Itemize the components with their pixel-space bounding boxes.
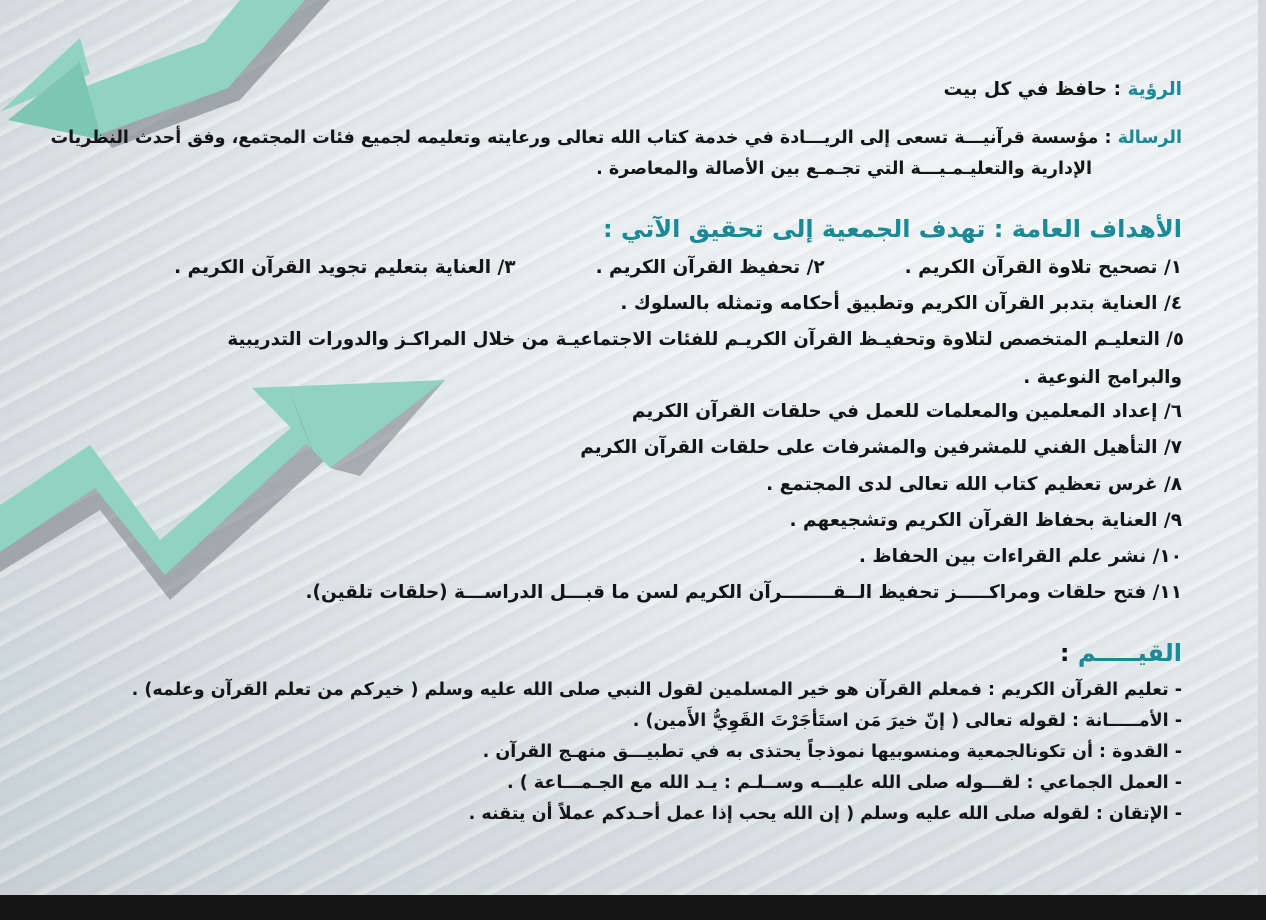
goals-heading-label: الأهداف العامة (1011, 215, 1182, 243)
mission-text-1: : مؤسسة قرآنيـــة تسعى إلى الريـــادة في خدمة كتاب الله تعالى ورعايته وتعليمه لجميع فئات المجتمع، وفق أحدث النظريات (50, 128, 1112, 148)
goal-item: ٣/ العناية بتعليم تجويد القرآن الكريم . (174, 257, 516, 278)
value-item: - تعليم القرآن الكريم : فمعلم القرآن هو خير المسلمين لقول النبي صلى الله عليه وسلم ( خيركم من تعلم القرآن وعلمه) . (131, 680, 1182, 700)
goal-item: ٩/ العناية بحفاظ القرآن الكريم وتشجيعهم . (789, 510, 1182, 531)
goal-item: ١/ تصحيح تلاوة القرآن الكريم . (904, 257, 1182, 278)
goal-item: ٨/ غرس تعظيم كتاب الله تعالى لدى المجتمع . (766, 474, 1182, 495)
vision-line (944, 78, 1182, 102)
goal-item: ٤/ العناية بتدبر القرآن الكريم وتطبيق أحكامه وتمثله بالسلوك . (620, 293, 1182, 314)
page-right-edge (1258, 0, 1266, 920)
goal-item: ٥/ التعليـم المتخصص لتلاوة وتحفيـظ القرآن الكريـم للفئات الاجتماعيـة من خلال المراكـز والدورات التدريبية (227, 329, 1184, 350)
goals-heading-rest: : تهدف الجمعية إلى تحقيق الآتي : (602, 215, 1004, 243)
bottom-zigzag-arrow (0, 380, 445, 600)
goal-item: ٦/ إعداد المعلمين والمعلمات للعمل في حلقات القرآن الكريم (631, 401, 1182, 422)
value-item: - الأمـــــانة : لقوله تعالى ( إنّ خيرَ مَن استَأجَرْتَ القَوِيُّ الأَمين) . (632, 711, 1182, 731)
value-item: - القدوة : أن تكونالجمعية ومنسوبيها نموذجاً يحتذى به في تطبيـــق منهـج القرآن . (482, 742, 1182, 762)
values-heading (1060, 638, 1182, 668)
value-item: - العمل الجماعي : لقـــوله صلى الله عليـــه وســلـم : يـد الله مع الجـمـــاعة ) . (506, 773, 1182, 793)
mission-line-2: الإدارية والتعليـمـيـــة التي تجـمـع بين الأصالة والمعاصرة . (596, 159, 1092, 179)
mission-line-1 (51, 126, 1182, 150)
value-item: - الإتقان : لقوله صلى الله عليه وسلم ( إن الله يحب إذا عمل أحـدكم عملاً أن يتقنه . (468, 804, 1182, 824)
mission-label: الرسالة (1117, 128, 1182, 148)
vision-label: الرؤية (1127, 79, 1182, 100)
goals-heading (603, 214, 1182, 244)
goal-item: ١١/ فتح حلقات ومراكـــــز تحفيظ الــقــــــــرآن الكريم لسن ما قبـــل الدراســـة (حلقات تلقين). (305, 582, 1182, 603)
goal-item: ١٠/ نشر علم القراءات بين الحفاظ . (858, 546, 1182, 567)
vision-text: : حافظ في كل بيت (943, 79, 1122, 100)
page-bottom-bar (0, 895, 1266, 920)
goal-item: ٢/ تحفيظ القرآن الكريم . (595, 257, 825, 278)
values-heading-label: القيـــــم (1077, 639, 1182, 667)
values-heading-rest: : (1059, 639, 1070, 667)
goal-item: والبرامج النوعية . (1023, 367, 1182, 388)
goals-row-1 (174, 256, 1182, 280)
goal-item: ٧/ التأهيل الفني للمشرفين والمشرفات على حلقات القرآن الكريم (580, 437, 1182, 458)
